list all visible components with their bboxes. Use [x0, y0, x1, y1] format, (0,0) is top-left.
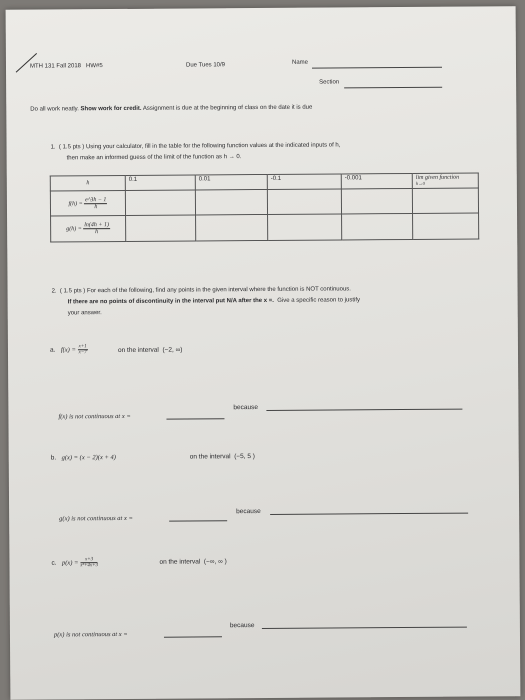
answer-cell[interactable]	[267, 189, 341, 215]
part-b-reason-field[interactable]	[270, 513, 468, 515]
answer-cell[interactable]	[196, 214, 268, 241]
answer-cell[interactable]	[126, 215, 196, 241]
part-b-interval: on the interval (−5, 5 )	[189, 453, 255, 461]
g-row-label: g(h) = $\frac{\ln(4h + 1)}{h}$	[51, 215, 126, 242]
part-b-function: b. g(x) = (x − 2)(x + 4)	[50, 454, 116, 462]
input-cell: 0.01	[195, 174, 267, 190]
table-row-g	[51, 213, 479, 242]
part-c-because-label: because	[229, 622, 255, 630]
part-c-reason-field[interactable]	[262, 627, 467, 629]
answer-cell[interactable]	[125, 190, 195, 215]
h-header: h	[50, 175, 125, 191]
answer-cell[interactable]	[342, 213, 413, 239]
q2-prompt-line3: your answer.	[67, 310, 102, 317]
course-header	[30, 63, 103, 70]
answer-cell[interactable]	[195, 189, 267, 215]
course-title: MTH 131 Fall 2018	[29, 63, 82, 70]
q1-prompt-line2: then make an informed guess of the limit of the function as h → 0.	[66, 154, 242, 162]
part-c-interval: on the interval (−∞, ∞ )	[159, 558, 227, 566]
function-values-table	[50, 172, 479, 242]
section-label: Section	[319, 79, 340, 86]
name-label: Name	[291, 59, 309, 66]
homework-number: HW#5	[86, 63, 103, 70]
answer-cell[interactable]	[341, 188, 412, 213]
part-a-answer-label: f(x) is not continuous at x =	[58, 412, 131, 421]
answer-cell[interactable]	[268, 214, 342, 241]
instructions: Do all work neatly. Show work for credit. Assignment is due at the beginning of class on the date it is due	[30, 104, 313, 113]
part-a-answer-field[interactable]	[166, 418, 224, 419]
part-a-interval: on the interval (−2, ∞)	[117, 346, 183, 355]
input-cell: -0.1	[267, 174, 341, 190]
due-date: Due Tues 10/9	[185, 62, 226, 69]
part-b-answer-label: g(x) is not continuous at x =	[59, 514, 133, 523]
table-row-f	[50, 188, 478, 216]
q2-prompt-line2: If there are no points of discontinuity in the interval put N/A after the x =. Give a specific reason to justify	[67, 297, 361, 306]
part-a-reason-field[interactable]	[266, 409, 462, 411]
q2-prompt-line1: 2. ( 1.5 pts ) For each of the following, find any points in the given interval where the function is NOT continuous.	[51, 286, 352, 295]
f-row-label: f(h) = $\frac{e\^{}3h - 1}{h}$	[50, 190, 125, 216]
answer-cell[interactable]	[413, 213, 479, 239]
section-field[interactable]	[344, 87, 442, 89]
part-c-answer-label: p(x) is not continuous at x =	[53, 630, 128, 639]
part-a-function: a. f(x) = $\frac{x+1}{x-7}$	[49, 344, 87, 356]
part-c-answer-field[interactable]	[164, 636, 222, 637]
input-cell: 0.1	[125, 175, 195, 190]
part-b-because-label: because	[236, 508, 261, 516]
answer-cell[interactable]	[412, 188, 478, 213]
input-cell: -0.001	[341, 173, 412, 188]
q1-prompt-line1: 1. ( 1.5 pts ) Using your calculator, fill in the table for the following function values at the indicated inputs of h,	[50, 142, 341, 151]
worksheet-page	[6, 6, 521, 700]
part-b-answer-field[interactable]	[169, 520, 227, 521]
part-a-because-label: because	[233, 404, 258, 412]
part-c-function: c. p(x) = $\frac{x+3}{\text{x²+4x+3}}$	[51, 557, 98, 569]
limit-header: lim given function h→0	[412, 173, 478, 188]
name-field[interactable]	[312, 67, 442, 69]
